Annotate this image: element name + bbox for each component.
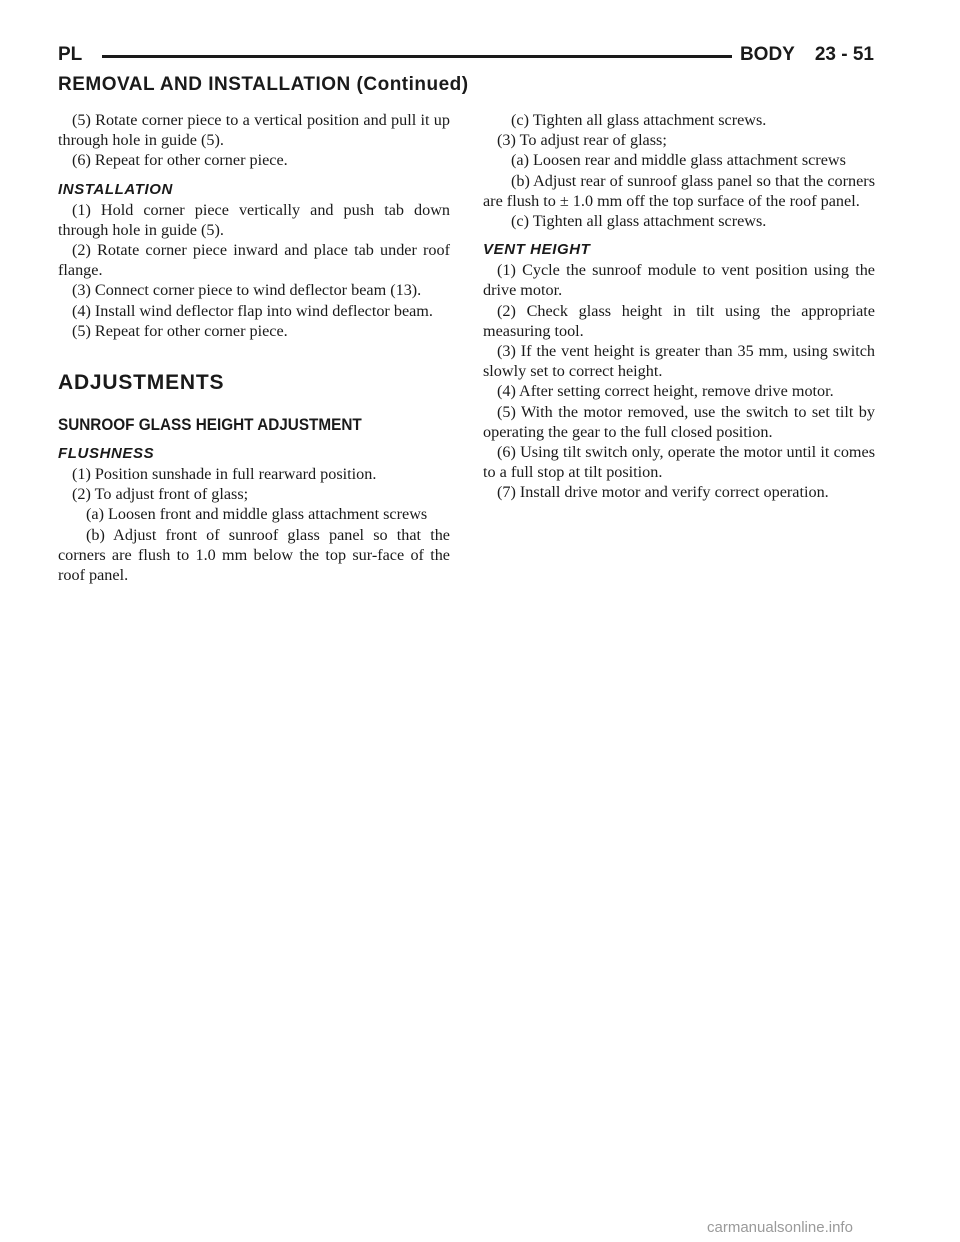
heading-flushness: FLUSHNESS [58, 445, 155, 463]
paragraph: (3) If the vent height is greater than 35 mm, using switch slowly set to correct height. [483, 342, 875, 381]
heading-installation: INSTALLATION [58, 180, 173, 198]
paragraph: (2) Rotate corner piece inward and place tab under roof flange. [58, 241, 450, 280]
paragraph: (3) To adjust rear of glass; [497, 131, 667, 150]
paragraph: (3) Connect corner piece to wind deflector beam (13). [72, 281, 422, 300]
paragraph: (5) With the motor removed, use the switch to set tilt by operating the gear to the full closed position. [483, 402, 875, 441]
paragraph: (a) Loosen front and middle glass attachment screws [86, 505, 428, 524]
header-section: BODY [739, 44, 795, 65]
header-rule [102, 55, 732, 58]
paragraph: (1) Position sunshade in full rearward position. [72, 465, 377, 484]
right-column [483, 110, 875, 503]
page-header [58, 44, 874, 72]
paragraph: (1) Hold corner piece vertically and push tab down through hole in guide (5). [58, 200, 450, 239]
paragraph: (5) Repeat for other corner piece. [72, 321, 288, 340]
left-column [58, 110, 450, 585]
heading-vent-height: VENT HEIGHT [483, 241, 591, 259]
header-left-code: PL [58, 44, 83, 65]
paragraph: (5) Rotate corner piece to a vertical position and pull it up through hole in guide (5). [58, 111, 450, 150]
paragraph: (2) Check glass height in tilt using the appropriate measuring tool. [483, 301, 875, 340]
paragraph: (c) Tighten all glass attachment screws. [511, 212, 767, 231]
heading-adjustments: ADJUSTMENTS [58, 371, 225, 395]
paragraph: (a) Loosen rear and middle glass attachment screws [511, 151, 846, 170]
section-subheading: REMOVAL AND INSTALLATION (Continued) [58, 74, 469, 95]
paragraph: (6) Repeat for other corner piece. [72, 151, 288, 170]
header-right [740, 44, 874, 66]
paragraph: (6) Using tilt switch only, operate the motor until it comes to a full stop at tilt position. [483, 443, 875, 482]
paragraph: (b) Adjust rear of sunroof glass panel so that the corners are flush to ± 1.0 mm off the top surface of the roof panel. [483, 171, 875, 210]
watermark-link[interactable]: carmanualsonline.info [707, 1219, 853, 1236]
paragraph: (1) Cycle the sunroof module to vent position using the drive motor. [483, 261, 875, 300]
paragraph: (b) Adjust front of sunroof glass panel so that the corners are flush to 1.0 mm below the top sur-face of the roof panel. [58, 525, 450, 585]
heading-sunroof-glass-height: SUNROOF GLASS HEIGHT ADJUSTMENT [58, 415, 362, 435]
paragraph: (4) Install wind deflector flap into wind deflector beam. [72, 301, 433, 320]
paragraph: (2) To adjust front of glass; [72, 485, 249, 504]
header-page-number: 23 - 51 [814, 44, 874, 65]
paragraph: (4) After setting correct height, remove drive motor. [497, 382, 834, 401]
paragraph: (7) Install drive motor and verify correct operation. [497, 483, 829, 502]
paragraph: (c) Tighten all glass attachment screws. [511, 111, 767, 129]
